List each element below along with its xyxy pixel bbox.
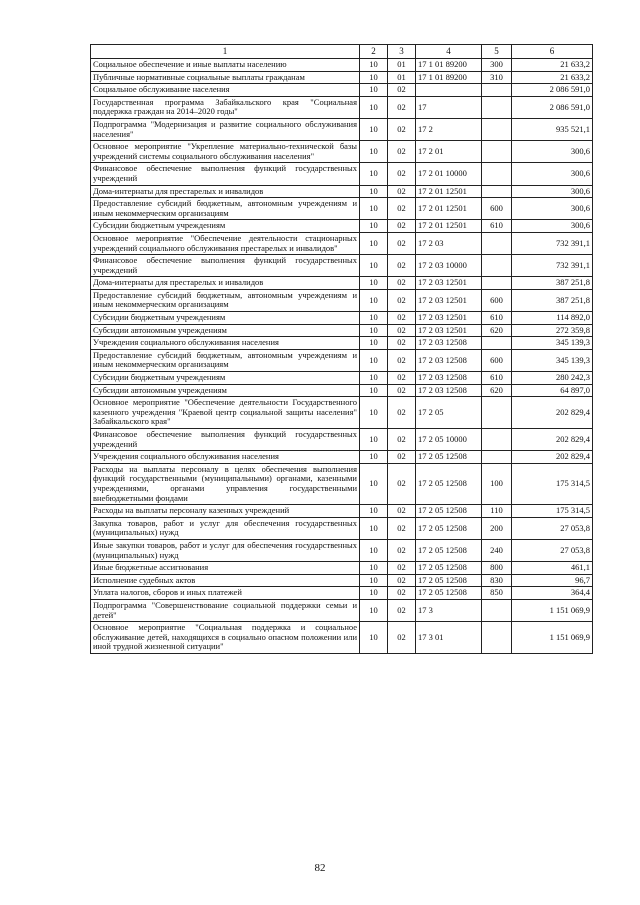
cell-amount: 300,6: [512, 185, 593, 198]
cell-name: Подпрограмма "Модернизация и развитие социального обслуживания населения": [91, 118, 360, 140]
cell-target-article: 17 2 05 12508: [416, 539, 482, 561]
cell-name: Субсидии бюджетным учреждениям: [91, 372, 360, 385]
cell-expense-type: [482, 163, 512, 185]
cell-amount: 202 829,4: [512, 429, 593, 451]
cell-subsection: 02: [388, 397, 416, 429]
cell-subsection: 02: [388, 84, 416, 97]
cell-amount: 300,6: [512, 220, 593, 233]
cell-subsection: 02: [388, 587, 416, 600]
table-row: [91, 277, 593, 290]
cell-amount: 272 359,8: [512, 324, 593, 337]
cell-name: Расходы на выплаты персоналу казенных учреждений: [91, 505, 360, 518]
cell-section: 10: [360, 463, 388, 504]
cell-target-article: 17 2 03 12501: [416, 324, 482, 337]
table-row: [91, 384, 593, 397]
cell-target-article: 17 2 03 12501: [416, 312, 482, 325]
table-row: [91, 539, 593, 561]
cell-name: Финансовое обеспечение выполнения функций государственных учреждений: [91, 163, 360, 185]
cell-expense-type: [482, 277, 512, 290]
cell-section: 10: [360, 539, 388, 561]
cell-target-article: 17 1 01 89200: [416, 59, 482, 72]
column-header-2: 2: [360, 45, 388, 59]
cell-subsection: 02: [388, 574, 416, 587]
table-row: [91, 312, 593, 325]
cell-subsection: 02: [388, 463, 416, 504]
cell-amount: 364,4: [512, 587, 593, 600]
cell-section: 10: [360, 84, 388, 97]
table-row: [91, 517, 593, 539]
cell-target-article: 17 2 03 10000: [416, 255, 482, 277]
cell-subsection: 02: [388, 451, 416, 464]
cell-name: Исполнение судебных актов: [91, 574, 360, 587]
table-row: [91, 587, 593, 600]
cell-subsection: 01: [388, 59, 416, 72]
cell-subsection: 02: [388, 384, 416, 397]
cell-expense-type: 850: [482, 587, 512, 600]
cell-subsection: 01: [388, 71, 416, 84]
cell-section: 10: [360, 372, 388, 385]
cell-expense-type: [482, 118, 512, 140]
cell-amount: 1 151 069,9: [512, 599, 593, 621]
cell-name: Предоставление субсидий бюджетным, автономным учреждениям и иным некоммерческим организациям: [91, 289, 360, 311]
cell-amount: 280 242,3: [512, 372, 593, 385]
cell-name: Социальное обслуживание населения: [91, 84, 360, 97]
cell-target-article: 17 2 03: [416, 232, 482, 254]
table-row: [91, 599, 593, 621]
cell-expense-type: 310: [482, 71, 512, 84]
cell-name: Основное мероприятие "Социальная поддержка и социальное обслуживание детей, находящихся в социально опасном положении или иной трудной жизненной ситуации": [91, 622, 360, 654]
cell-section: 10: [360, 517, 388, 539]
table-row: [91, 220, 593, 233]
cell-amount: 300,6: [512, 198, 593, 220]
cell-target-article: 17: [416, 96, 482, 118]
cell-name: Учреждения социального обслуживания населения: [91, 451, 360, 464]
cell-target-article: 17 2 03 12508: [416, 384, 482, 397]
cell-section: 10: [360, 574, 388, 587]
table-header-row: [91, 45, 593, 59]
cell-section: 10: [360, 118, 388, 140]
cell-target-article: 17 3: [416, 599, 482, 621]
table-body: [91, 59, 593, 654]
table-row: [91, 562, 593, 575]
cell-name: Подпрограмма "Совершенствование социальной поддержки семьи и детей": [91, 599, 360, 621]
table-row: [91, 71, 593, 84]
cell-target-article: [416, 84, 482, 97]
cell-amount: 935 521,1: [512, 118, 593, 140]
column-header-3: 3: [388, 45, 416, 59]
cell-target-article: 17 2: [416, 118, 482, 140]
cell-expense-type: 110: [482, 505, 512, 518]
cell-amount: 732 391,1: [512, 232, 593, 254]
cell-amount: 2 086 591,0: [512, 96, 593, 118]
cell-target-article: 17 2 03 12508: [416, 337, 482, 350]
cell-subsection: 02: [388, 372, 416, 385]
cell-expense-type: [482, 185, 512, 198]
table-row: [91, 397, 593, 429]
cell-expense-type: 620: [482, 384, 512, 397]
cell-section: 10: [360, 384, 388, 397]
cell-subsection: 02: [388, 198, 416, 220]
table-row: [91, 84, 593, 97]
cell-amount: 27 053,8: [512, 539, 593, 561]
cell-name: Дома-интернаты для престарелых и инвалидов: [91, 185, 360, 198]
cell-amount: 96,7: [512, 574, 593, 587]
cell-amount: 2 086 591,0: [512, 84, 593, 97]
cell-expense-type: 800: [482, 562, 512, 575]
cell-expense-type: 200: [482, 517, 512, 539]
cell-subsection: 02: [388, 505, 416, 518]
cell-name: Учреждения социального обслуживания населения: [91, 337, 360, 350]
table-row: [91, 429, 593, 451]
cell-section: 10: [360, 429, 388, 451]
cell-subsection: 02: [388, 429, 416, 451]
table-row: [91, 574, 593, 587]
cell-name: Уплата налогов, сборов и иных платежей: [91, 587, 360, 600]
table-row: [91, 463, 593, 504]
cell-amount: 114 892,0: [512, 312, 593, 325]
cell-expense-type: 620: [482, 324, 512, 337]
cell-name: Дома-интернаты для престарелых и инвалидов: [91, 277, 360, 290]
cell-subsection: 02: [388, 517, 416, 539]
cell-section: 10: [360, 185, 388, 198]
cell-section: 10: [360, 312, 388, 325]
cell-section: 10: [360, 141, 388, 163]
cell-name: Субсидии автономным учреждениям: [91, 324, 360, 337]
cell-target-article: 17 2 05: [416, 397, 482, 429]
cell-name: Субсидии бюджетным учреждениям: [91, 220, 360, 233]
cell-expense-type: [482, 397, 512, 429]
table-row: [91, 622, 593, 654]
cell-expense-type: [482, 96, 512, 118]
cell-expense-type: [482, 451, 512, 464]
cell-name: Предоставление субсидий бюджетным, автономным учреждениям и иным некоммерческим организациям: [91, 198, 360, 220]
cell-name: Основное мероприятие "Обеспечение деятельности Государственного казенного учреждения "Краевой центр социальной защиты населения" Забайкальского края": [91, 397, 360, 429]
cell-target-article: 17 2 05 10000: [416, 429, 482, 451]
cell-expense-type: 300: [482, 59, 512, 72]
cell-expense-type: [482, 599, 512, 621]
cell-amount: 387 251,8: [512, 277, 593, 290]
cell-expense-type: 600: [482, 349, 512, 371]
cell-subsection: 02: [388, 232, 416, 254]
cell-target-article: 17 2 01: [416, 141, 482, 163]
table-row: [91, 118, 593, 140]
cell-amount: 21 633,2: [512, 59, 593, 72]
cell-name: Основное мероприятие "Обеспечение деятельности стационарных учреждений социального обслуживания престарелых и инвалидов": [91, 232, 360, 254]
cell-name: Предоставление субсидий бюджетным, автономным учреждениям и иным некоммерческим организациям: [91, 349, 360, 371]
cell-expense-type: 600: [482, 289, 512, 311]
cell-expense-type: 610: [482, 220, 512, 233]
table-row: [91, 324, 593, 337]
cell-name: Расходы на выплаты персоналу в целях обеспечения выполнения функций государственными (муниципальными) органами, казенными учреждениями, органами управления государственными внебюджетными фондами: [91, 463, 360, 504]
cell-target-article: 17 2 05 12508: [416, 587, 482, 600]
cell-subsection: 02: [388, 220, 416, 233]
cell-target-article: 17 1 01 89200: [416, 71, 482, 84]
cell-amount: 732 391,1: [512, 255, 593, 277]
cell-expense-type: [482, 141, 512, 163]
cell-subsection: 02: [388, 539, 416, 561]
cell-name: Иные бюджетные ассигнования: [91, 562, 360, 575]
cell-amount: 27 053,8: [512, 517, 593, 539]
table-row: [91, 255, 593, 277]
cell-section: 10: [360, 220, 388, 233]
cell-section: 10: [360, 505, 388, 518]
table-row: [91, 185, 593, 198]
cell-section: 10: [360, 96, 388, 118]
cell-name: Основное мероприятие "Укрепление материально-технической базы учреждений системы социального обслуживания населения": [91, 141, 360, 163]
cell-expense-type: [482, 429, 512, 451]
table-row: [91, 349, 593, 371]
cell-subsection: 02: [388, 255, 416, 277]
cell-subsection: 02: [388, 118, 416, 140]
table-row: [91, 372, 593, 385]
cell-section: 10: [360, 277, 388, 290]
cell-amount: 64 897,0: [512, 384, 593, 397]
cell-section: 10: [360, 324, 388, 337]
cell-section: 10: [360, 337, 388, 350]
cell-name: Финансовое обеспечение выполнения функций государственных учреждений: [91, 429, 360, 451]
table-row: [91, 505, 593, 518]
cell-expense-type: [482, 622, 512, 654]
cell-amount: 300,6: [512, 163, 593, 185]
cell-subsection: 02: [388, 599, 416, 621]
page-number: 82: [314, 862, 326, 874]
cell-target-article: 17 2 03 12501: [416, 277, 482, 290]
cell-section: 10: [360, 562, 388, 575]
cell-target-article: 17 3 01: [416, 622, 482, 654]
cell-name: Закупка товаров, работ и услуг для обеспечения государственных (муниципальных) нужд: [91, 517, 360, 539]
cell-amount: 175 314,5: [512, 505, 593, 518]
cell-section: 10: [360, 255, 388, 277]
cell-amount: 345 139,3: [512, 337, 593, 350]
cell-target-article: 17 2 05 12508: [416, 517, 482, 539]
document-page: [90, 44, 592, 654]
cell-amount: 175 314,5: [512, 463, 593, 504]
cell-expense-type: 610: [482, 312, 512, 325]
column-header-6: 6: [512, 45, 593, 59]
cell-amount: 345 139,3: [512, 349, 593, 371]
cell-subsection: 02: [388, 312, 416, 325]
cell-subsection: 02: [388, 349, 416, 371]
column-header-1: 1: [91, 45, 360, 59]
cell-section: 10: [360, 59, 388, 72]
cell-expense-type: [482, 337, 512, 350]
cell-section: 10: [360, 289, 388, 311]
cell-target-article: 17 2 03 12508: [416, 372, 482, 385]
cell-amount: 387 251,8: [512, 289, 593, 311]
cell-target-article: 17 2 01 12501: [416, 185, 482, 198]
cell-name: Публичные нормативные социальные выплаты гражданам: [91, 71, 360, 84]
table-row: [91, 289, 593, 311]
cell-expense-type: [482, 255, 512, 277]
budget-table: [90, 44, 593, 654]
cell-subsection: 02: [388, 141, 416, 163]
cell-subsection: 02: [388, 185, 416, 198]
cell-subsection: 02: [388, 96, 416, 118]
cell-section: 10: [360, 451, 388, 464]
cell-section: 10: [360, 587, 388, 600]
cell-target-article: 17 2 01 10000: [416, 163, 482, 185]
cell-section: 10: [360, 71, 388, 84]
table-row: [91, 232, 593, 254]
cell-section: 10: [360, 397, 388, 429]
cell-name: Социальное обеспечение и иные выплаты населению: [91, 59, 360, 72]
cell-expense-type: 600: [482, 198, 512, 220]
cell-subsection: 02: [388, 324, 416, 337]
cell-subsection: 02: [388, 622, 416, 654]
cell-expense-type: 100: [482, 463, 512, 504]
table-row: [91, 59, 593, 72]
table-row: [91, 163, 593, 185]
cell-name: Финансовое обеспечение выполнения функций государственных учреждений: [91, 255, 360, 277]
cell-amount: 300,6: [512, 141, 593, 163]
cell-section: 10: [360, 198, 388, 220]
column-header-5: 5: [482, 45, 512, 59]
cell-name: Иные закупки товаров, работ и услуг для обеспечения государственных (муниципальных) нужд: [91, 539, 360, 561]
cell-amount: 202 829,4: [512, 397, 593, 429]
cell-section: 10: [360, 232, 388, 254]
cell-name: Государственная программа Забайкальского края "Социальная поддержка граждан на 2014–2020 годы": [91, 96, 360, 118]
cell-expense-type: 610: [482, 372, 512, 385]
cell-subsection: 02: [388, 289, 416, 311]
table-row: [91, 337, 593, 350]
cell-target-article: 17 2 01 12501: [416, 198, 482, 220]
cell-section: 10: [360, 622, 388, 654]
cell-subsection: 02: [388, 562, 416, 575]
cell-subsection: 02: [388, 277, 416, 290]
cell-section: 10: [360, 599, 388, 621]
cell-target-article: 17 2 05 12508: [416, 451, 482, 464]
cell-target-article: 17 2 01 12501: [416, 220, 482, 233]
table-row: [91, 451, 593, 464]
cell-target-article: 17 2 05 12508: [416, 505, 482, 518]
cell-amount: 1 151 069,9: [512, 622, 593, 654]
cell-name: Субсидии бюджетным учреждениям: [91, 312, 360, 325]
cell-target-article: 17 2 03 12501: [416, 289, 482, 311]
cell-target-article: 17 2 05 12508: [416, 574, 482, 587]
table-row: [91, 96, 593, 118]
cell-expense-type: [482, 84, 512, 97]
cell-target-article: 17 2 05 12508: [416, 562, 482, 575]
table-row: [91, 198, 593, 220]
column-header-4: 4: [416, 45, 482, 59]
cell-expense-type: [482, 232, 512, 254]
cell-subsection: 02: [388, 337, 416, 350]
cell-expense-type: 830: [482, 574, 512, 587]
cell-target-article: 17 2 05 12508: [416, 463, 482, 504]
table-row: [91, 141, 593, 163]
cell-section: 10: [360, 163, 388, 185]
cell-name: Субсидии автономным учреждениям: [91, 384, 360, 397]
cell-target-article: 17 2 03 12508: [416, 349, 482, 371]
cell-amount: 202 829,4: [512, 451, 593, 464]
cell-section: 10: [360, 349, 388, 371]
cell-subsection: 02: [388, 163, 416, 185]
cell-expense-type: 240: [482, 539, 512, 561]
cell-amount: 461,1: [512, 562, 593, 575]
cell-amount: 21 633,2: [512, 71, 593, 84]
